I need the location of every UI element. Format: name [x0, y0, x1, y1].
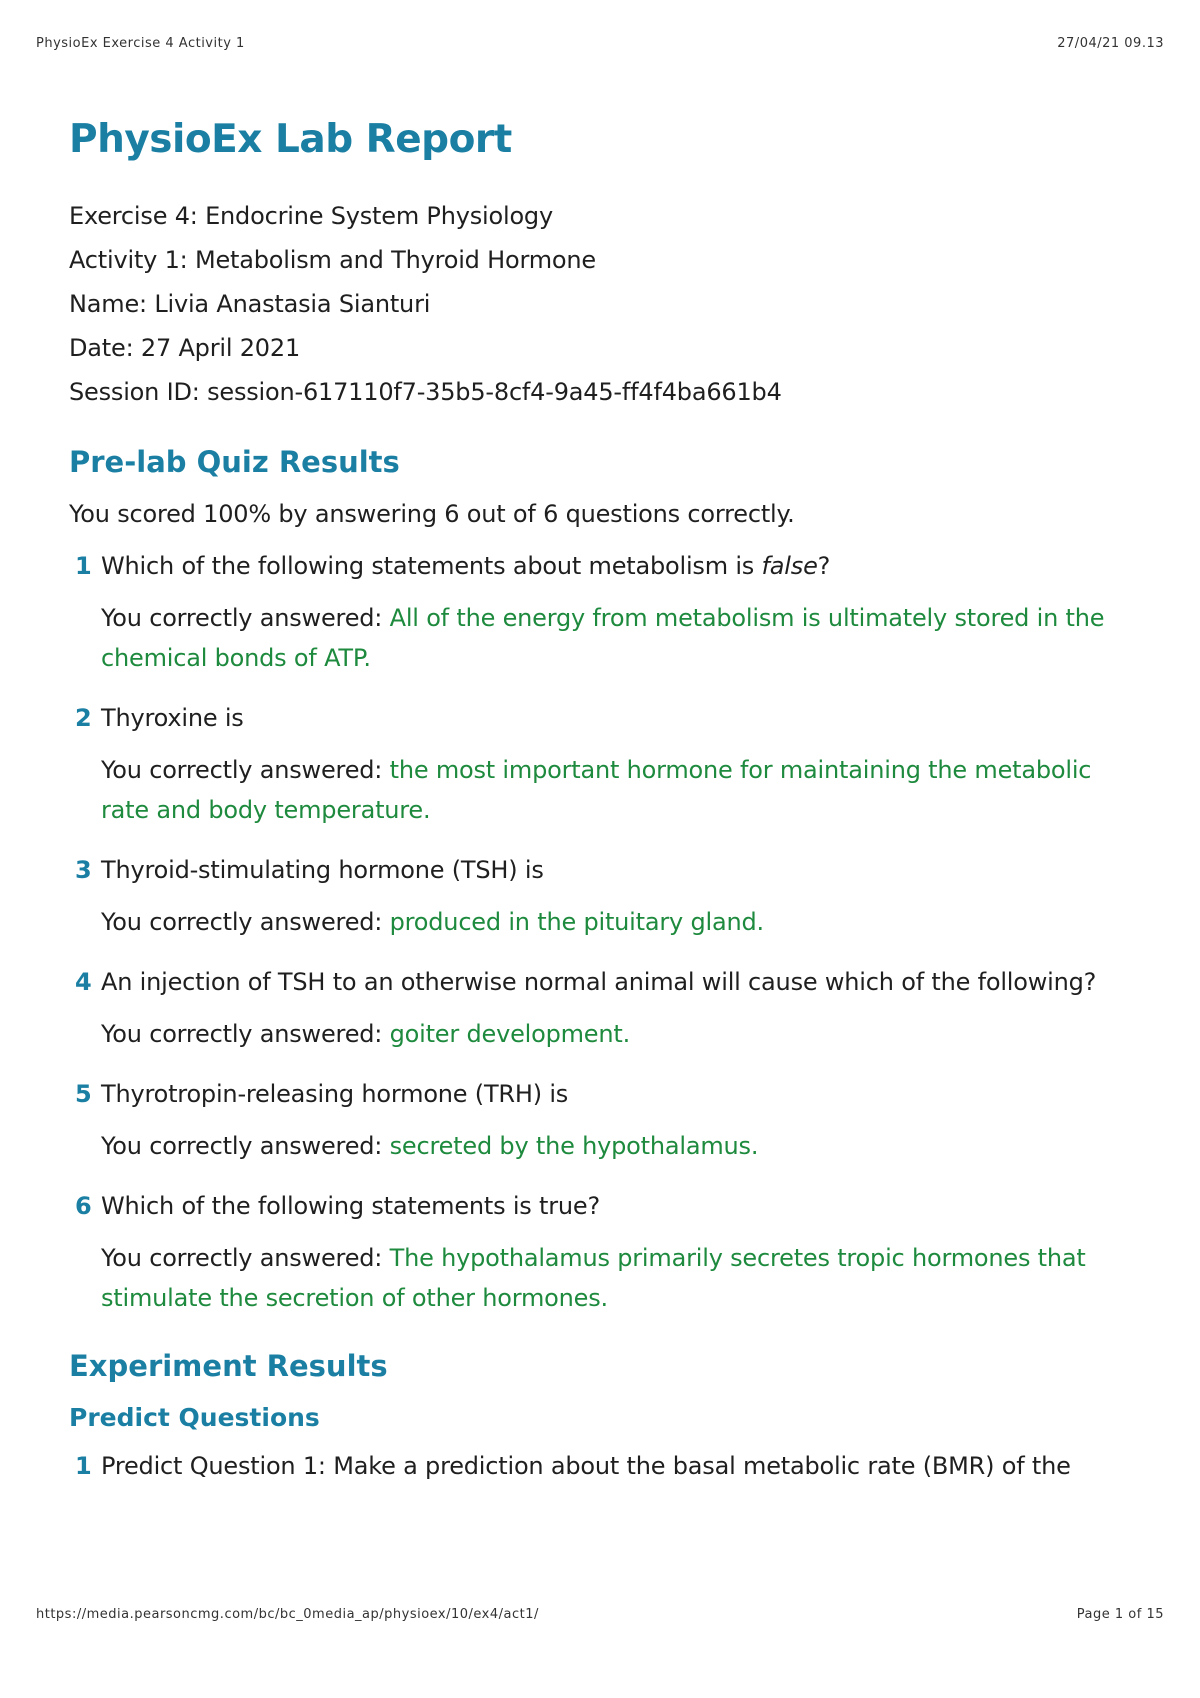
prelab-question-list: [69, 546, 1129, 1318]
question-row: [69, 698, 1129, 738]
question-text: An injection of TSH to an otherwise normal animal will cause which of the following?: [101, 968, 1097, 996]
answer-line: [101, 902, 1129, 942]
question-row: [69, 1074, 1129, 1114]
predict-question-row: [69, 1446, 1129, 1486]
question-number: 3: [75, 856, 92, 884]
question-number: 6: [75, 1192, 92, 1220]
report-content: [69, 110, 1129, 1486]
experiment-results-heading: Experiment Results: [69, 1349, 388, 1383]
print-header: [36, 36, 1164, 51]
question-number: 5: [75, 1080, 92, 1108]
answer-line: [101, 598, 1129, 678]
prelab-question: [69, 698, 1129, 830]
answer-prefix: You correctly answered:: [101, 1020, 390, 1048]
student-name-line: Name: Livia Anastasia Sianturi: [69, 290, 431, 318]
print-header-title: PhysioEx Exercise 4 Activity 1: [36, 36, 245, 51]
answer-prefix: You correctly answered:: [101, 1244, 390, 1272]
answer-value: All of the energy from metabolism is ultimately stored in the chemical bonds of ATP.: [101, 604, 1105, 672]
prelab-heading: Pre-lab Quiz Results: [69, 445, 400, 479]
answer-prefix: You correctly answered:: [101, 1132, 390, 1160]
answer-line: [101, 750, 1129, 830]
question-text: Thyrotropin-releasing hormone (TRH) is: [101, 1080, 569, 1108]
answer-line: [101, 1238, 1129, 1318]
print-footer-page-number: Page 1 of 15: [1076, 1607, 1164, 1622]
predict-question-text: Predict Question 1: Make a prediction about the basal metabolic rate (BMR) of the: [101, 1452, 1071, 1480]
answer-line: [101, 1014, 1129, 1054]
answer-value: The hypothalamus primarily secretes tropic hormones that stimulate the secretion of other hormones.: [101, 1244, 1086, 1312]
question-number: 4: [75, 968, 92, 996]
answer-prefix: You correctly answered:: [101, 756, 390, 784]
question-text-emphasis: false: [761, 552, 818, 580]
prelab-question: [69, 1074, 1129, 1166]
answer-line: [101, 1126, 1129, 1166]
prelab-question: [69, 850, 1129, 942]
prelab-question: [69, 546, 1129, 678]
answer-prefix: You correctly answered:: [101, 908, 390, 936]
prelab-question: [69, 962, 1129, 1054]
report-title: PhysioEx Lab Report: [69, 117, 512, 162]
question-text: Thyroxine is: [101, 704, 244, 732]
question-row: [69, 546, 1129, 586]
question-text: Which of the following statements is true?: [101, 1192, 601, 1220]
print-header-timestamp: 27/04/21 09.13: [1057, 36, 1164, 51]
print-footer-url: https://media.pearsoncmg.com/bc/bc_0media_ap/physioex/10/ex4/act1/: [36, 1607, 539, 1622]
question-number: 1: [75, 552, 92, 580]
answer-prefix: You correctly answered:: [101, 604, 390, 632]
prelab-score: You scored 100% by answering 6 out of 6 questions correctly.: [69, 500, 795, 528]
predict-question-number: 1: [75, 1452, 92, 1480]
question-text-part: Which of the following statements about metabolism is: [101, 552, 762, 580]
prelab-question: [69, 1186, 1129, 1318]
question-row: [69, 1186, 1129, 1226]
activity-line: Activity 1: Metabolism and Thyroid Hormone: [69, 246, 596, 274]
answer-value: secreted by the hypothalamus.: [389, 1132, 759, 1160]
date-line: Date: 27 April 2021: [69, 334, 301, 362]
session-id-line: Session ID: session-617110f7-35b5-8cf4-9a45-ff4f4ba661b4: [69, 378, 782, 406]
answer-value: the most important hormone for maintaining the metabolic rate and body temperature.: [101, 756, 1092, 824]
question-text: Thyroid-stimulating hormone (TSH) is: [101, 856, 544, 884]
print-footer: [36, 1607, 1164, 1622]
question-text-part: ?: [817, 552, 831, 580]
answer-value: goiter development.: [389, 1020, 631, 1048]
predict-questions-heading: Predict Questions: [69, 1403, 320, 1432]
question-row: [69, 962, 1129, 1002]
question-text: [101, 546, 1129, 586]
question-row: [69, 850, 1129, 890]
answer-value: produced in the pituitary gland.: [389, 908, 764, 936]
exercise-line: Exercise 4: Endocrine System Physiology: [69, 202, 553, 230]
question-number: 2: [75, 704, 92, 732]
